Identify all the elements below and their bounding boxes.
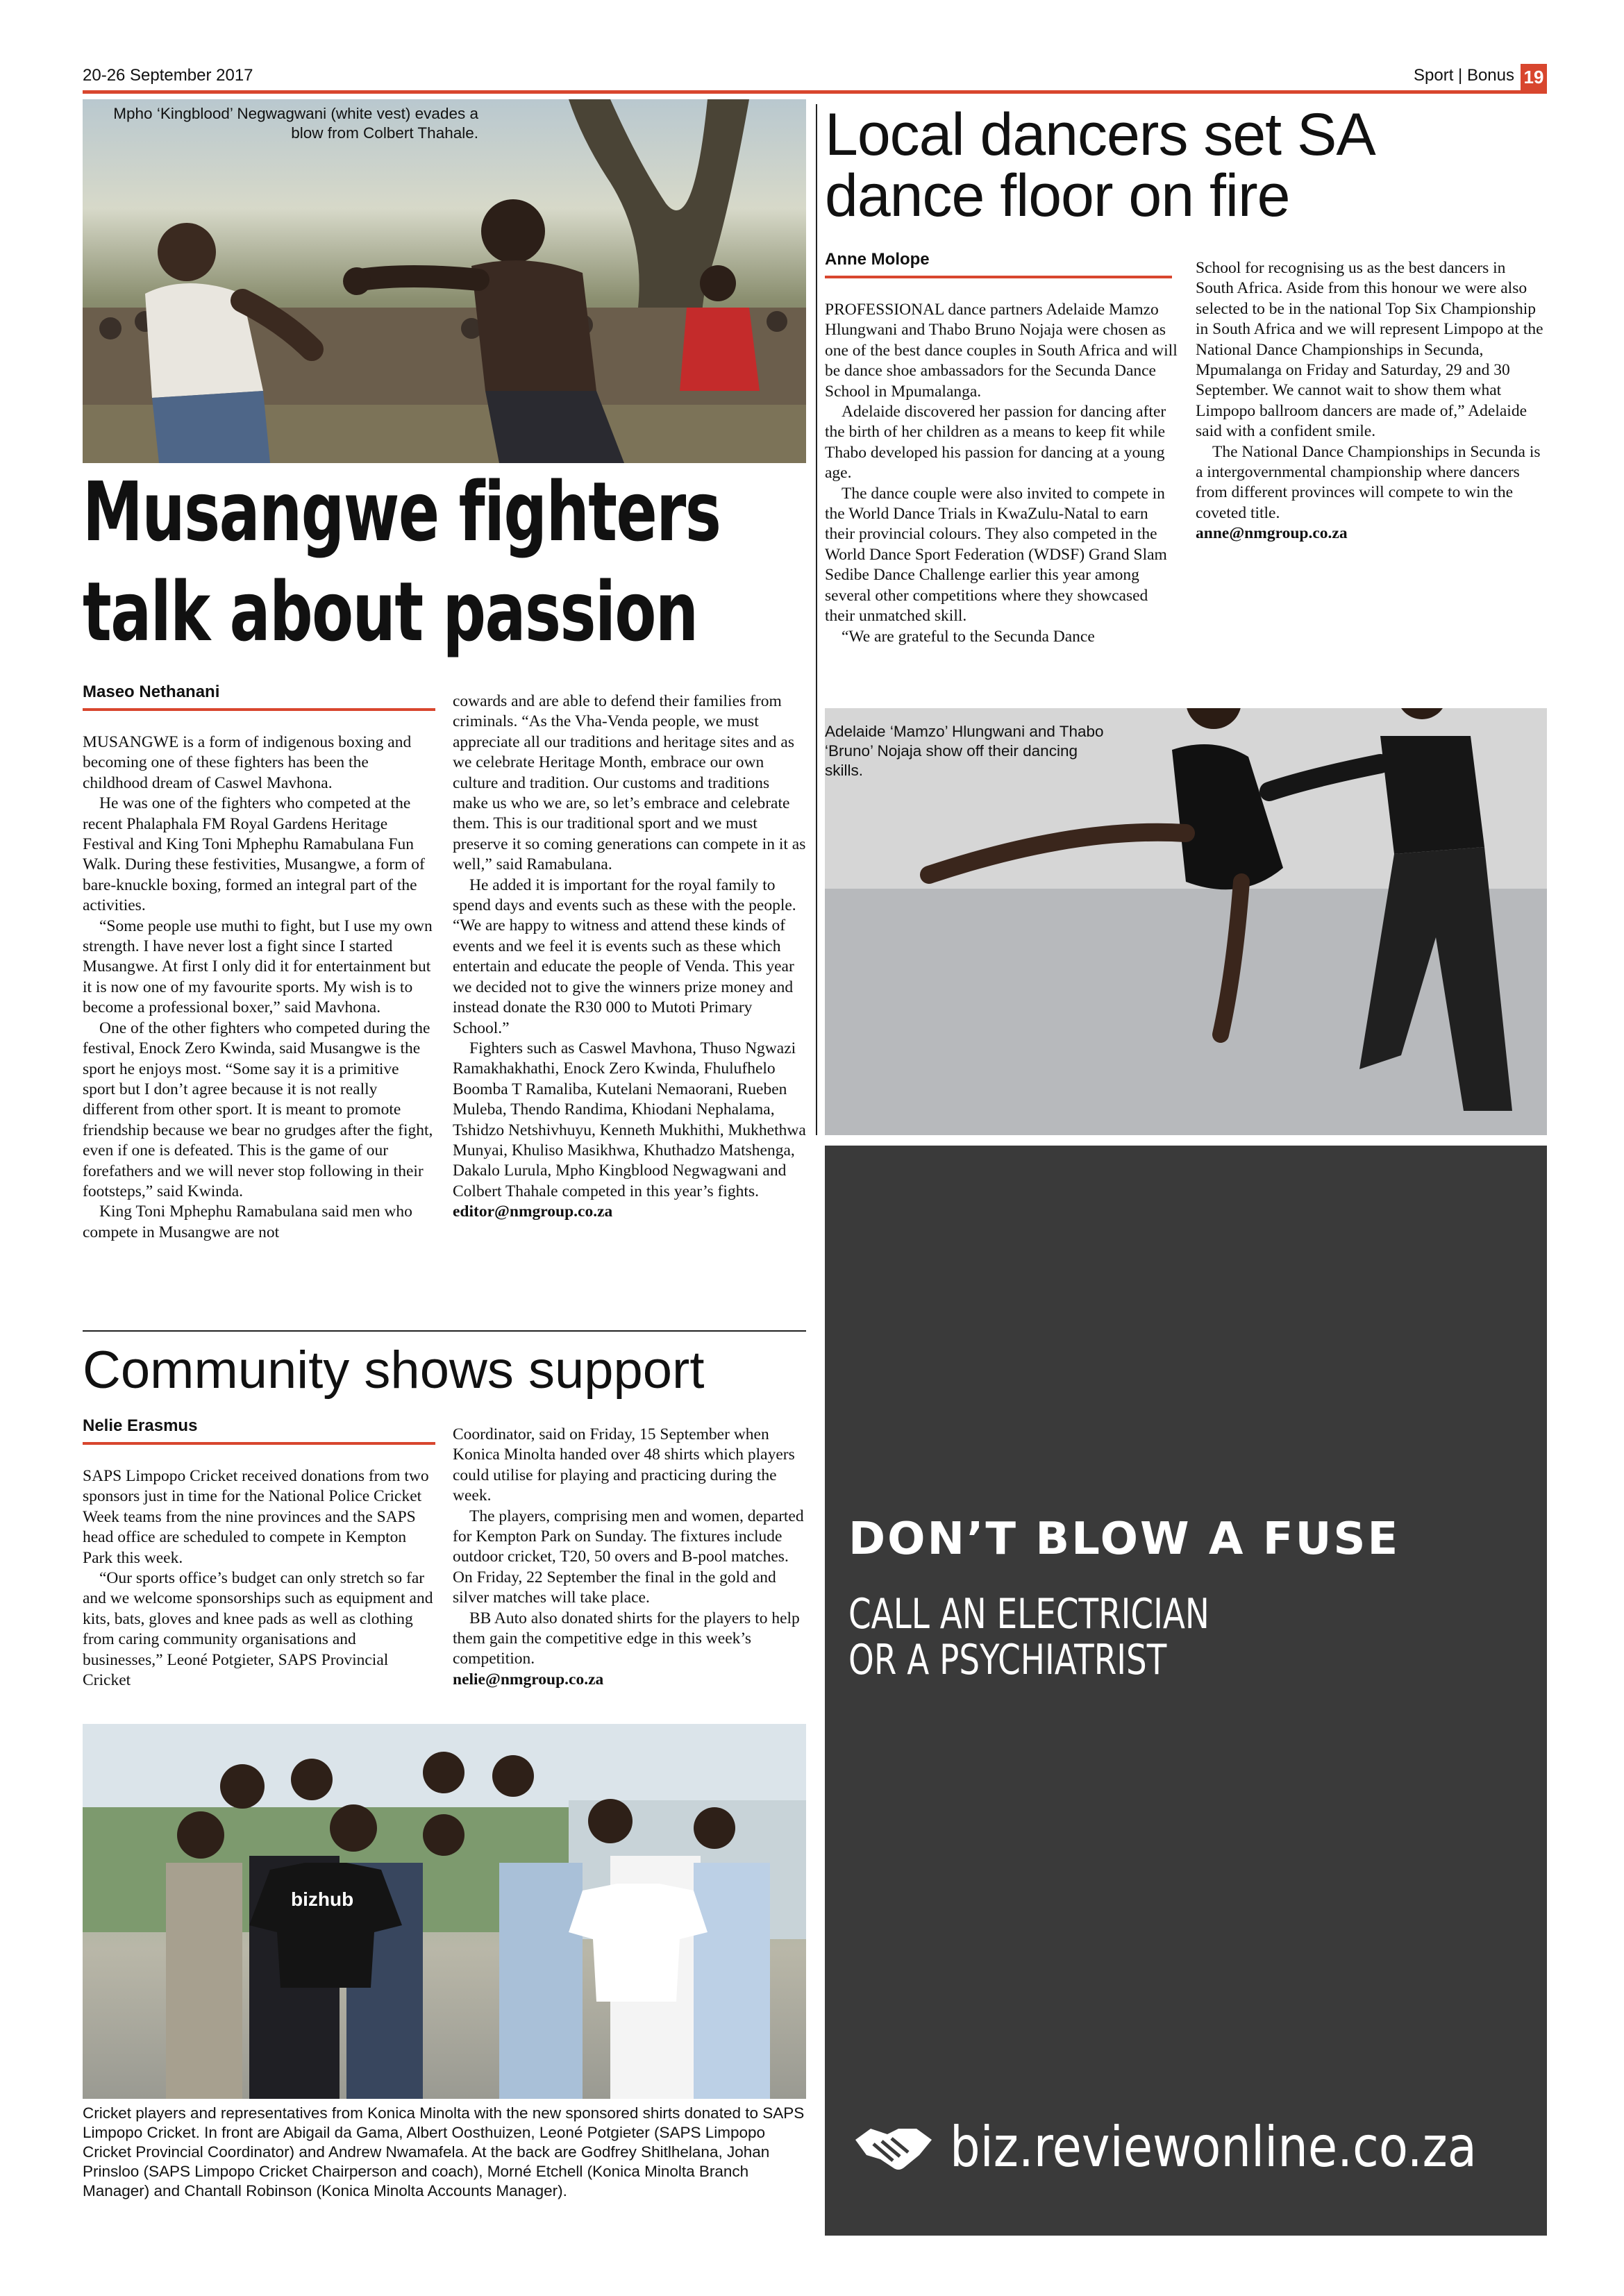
boxing-headline bbox=[83, 462, 721, 662]
dance-headline-line1: Local dancers set SA bbox=[825, 101, 1375, 168]
boxing-byline: Maseo Nethanani bbox=[83, 682, 220, 701]
header-rule bbox=[83, 90, 1547, 94]
issue-date: 20-26 September 2017 bbox=[83, 66, 253, 85]
cricket-scene-illustration bbox=[83, 1724, 806, 2099]
boxing-scene-illustration bbox=[83, 99, 806, 463]
boxing-byline-rule bbox=[83, 708, 435, 711]
boxing-col1-paragraph: “Some people use muthi to fight, but I use my own strength. I have never lost a fight since I started Musangwe. At first I only did it for entertainment but it is now one of my favourite sports. My wish is to become a professional boxer,” said Mavhona. bbox=[83, 916, 433, 1017]
dance-headline bbox=[825, 101, 1547, 229]
dance-col2-paragraph: The National Dance Championships in Secunda is a intergovernmental championship where dancers from different provinces will compete to win the coveted title. bbox=[1196, 442, 1541, 522]
section-divider bbox=[83, 1330, 806, 1332]
community-email[interactable]: nelie@nmgroup.co.za bbox=[453, 1670, 604, 1689]
advert-subline-2: OR A PSYCHIATRIST bbox=[848, 1636, 1167, 1684]
boxing-col1-paragraph: King Toni Mphephu Ramabulana said men who compete in Musangwe are not bbox=[83, 1203, 412, 1241]
boxing-headline-line1: Musangwe fighters bbox=[83, 464, 721, 560]
dance-col2-paragraph: School for recognising us as the best dancers in South Africa. Aside from this honour we were also selected to be in the national Top Six Championship in South Africa and we will represent Limpopo at the National Dance Championships in Secunda, Mpumalanga on Friday and Saturday, 29 and 30 September. We cannot wait to show them what Limpopo ballroom dancers are made of,” Adelaide said with a confident smile. bbox=[1196, 259, 1543, 441]
advert-subline-1: CALL AN ELECTRICIAN bbox=[848, 1590, 1209, 1639]
boxing-photo-caption: Mpho ‘Kingblood’ Negwagwani (white vest) evades a blow from Colbert Thahale. bbox=[113, 105, 478, 142]
boxing-headline-line2: talk about passion bbox=[83, 564, 698, 660]
dance-col1-paragraph: “We are grateful to the Secunda Dance bbox=[842, 627, 1095, 646]
boxing-col1-paragraph: MUSANGWE is a form of indigenous boxing and becoming one of these fighters has been the childhood dream of Caswel Mavhona. bbox=[83, 733, 412, 792]
handshake-icon bbox=[853, 2119, 935, 2175]
dance-byline: Anne Molope bbox=[825, 250, 930, 269]
boxing-col2-paragraph: Fighters such as Caswel Mavhona, Thuso Ngwazi Ramakhakhathi, Enock Zero Kwinda, Fhulufhelo Boomba T Ramaliba, Kutelani Nemaorani, Rueben Muleba, Thendo Randima, Khiodani Nephalama, Tshidzo Netshivhuyu, Kenneth Mukhithi, Mukhethwa Munyai, Khuliso Masikhwa, Khuthadzo Matshenga, Dakalo Lurula, Mpho Kingblood Negwagwani and Colbert Thahale competed in this year’s fights. bbox=[453, 1039, 806, 1200]
community-col2-paragraph: Coordinator, said on Friday, 15 September when Konica Minolta handed over 48 shirts which players could utilise for playing and practicing during the week. bbox=[453, 1425, 795, 1505]
page-number-badge: 19 bbox=[1521, 64, 1547, 90]
dance-byline-rule bbox=[825, 276, 1172, 278]
dance-col1-paragraph: The dance couple were also invited to compete in the World Dance Trials in KwaZulu-Natal to earn their provincial colours. They also competed in the World Dance Sport Federation (WDSF) Grand Slam Sedibe Dance Challenge earlier this year among several other competitions where they showcased their unmatched skill. bbox=[825, 484, 1167, 626]
community-byline: Nelie Erasmus bbox=[83, 1416, 198, 1435]
boxing-col1-paragraph: One of the other fighters who competed during the festival, Enock Zero Kwinda, said Musangwe is the sport he enjoys most. “Some say it is a primitive sport but I don’t agree because it is not really different from other sport. It is meant to promote friendship because we bear no grudges after the fight, even if one is defeated. This is the game of our forefathers and we will never stop following in their footsteps,” said Kwinda. bbox=[83, 1019, 433, 1200]
advert-url[interactable]: biz.reviewonline.co.za bbox=[950, 2115, 1477, 2179]
community-headline: Community shows support bbox=[83, 1341, 705, 1400]
community-col1-paragraph: SAPS Limpopo Cricket received donations from two sponsors just in time for the National Police Cricket Week teams from the nine provinces and the SAPS head office are scheduled to compete in Kempton Park this week. bbox=[83, 1467, 429, 1567]
community-col1-paragraph: “Our sports office’s budget can only stretch so far and we welcome sponsorships such as equipment and kits, bats, gloves and knee pads as well as clothing from caring community organisations and businesses,” Leoné Potgieter, SAPS Provincial Cricket bbox=[83, 1569, 433, 1690]
advert-headline: DON’T BLOW A FUSE bbox=[848, 1514, 1400, 1565]
boxing-col2-paragraph: cowards and are able to defend their families from criminals. “As the Vha-Venda people, we must appreciate all our traditions and heritage sites and as we celebrate Heritage Month, embrace our own culture and tradition. Our customs and traditions make us who we are, so let’s embrace and celebrate them. This is our traditional sport and we must preserve it so coming generations can compete in it as well,” said Ramabulana. bbox=[453, 692, 806, 874]
community-byline-rule bbox=[83, 1442, 435, 1445]
dance-photo-caption: Adelaide ‘Mamzo’ Hlungwani and Thabo ‘Bruno’ Nojaja show off their dancing skills. bbox=[825, 723, 1104, 779]
community-col2-paragraph: BB Auto also donated shirts for the players to help them gain the competitive edge in this week’s competition. bbox=[453, 1609, 800, 1668]
community-column-1 bbox=[83, 1466, 435, 1691]
community-col2-paragraph: The players, comprising men and women, departed for Kempton Park on Sunday. The fixtures include outdoor cricket, T20, 50 overs and B-pool matches. On Friday, 22 September the final in the gold and silver matches will take place. bbox=[453, 1507, 804, 1607]
cricket-photo bbox=[83, 1724, 806, 2099]
dance-email[interactable]: anne@nmgroup.co.za bbox=[1196, 524, 1348, 543]
boxing-col1-paragraph: He was one of the fighters who competed at the recent Phalaphala FM Royal Gardens Heritage Festival and King Toni Mphephu Ramabulana Fun Walk. During these festivities, Musangwe, a form of bare-knuckle boxing, formed an integral part of the activities. bbox=[83, 794, 425, 915]
shirt-logo-text: bizhub bbox=[291, 1888, 354, 1910]
dance-col1-paragraph: Adelaide discovered her passion for dancing after the birth of her children as a means to keep fit while Thabo developed his passion for dancing at a young age. bbox=[825, 403, 1166, 483]
boxing-col2-paragraph: He added it is important for the royal family to spend days and events such as these with the people. “We are happy to witness and attend these kinds of events and we feel it is events such as these which entertain and educate the people of Venda. This year we decided not to give the winners prize money and instead donate the R30 000 to Mutoti Primary School.” bbox=[453, 875, 796, 1037]
dance-col1-paragraph: PROFESSIONAL dance partners Adelaide Mamzo Hlungwani and Thabo Bruno Nojaja were chosen as one of the best dance couples in South Africa and will be dance shoe ambassadors for the Secunda Dance School in Mpumalanga. bbox=[825, 301, 1178, 401]
boxing-photo bbox=[83, 99, 806, 463]
dance-headline-line2: dance floor on fire bbox=[825, 162, 1290, 229]
community-column-2 bbox=[453, 1425, 806, 1690]
advert-panel[interactable] bbox=[825, 1146, 1547, 2236]
column-divider bbox=[816, 104, 817, 1135]
cricket-photo-caption: Cricket players and representatives from Konica Minolta with the new sponsored shirts donated to SAPS Limpopo Cricket. In front are Abigail da Gama, Albert Oosthuizen, Leoné Potgieter (SAPS Limpopo Cricket Provincial Coordinator) and Andrew Nwamafela. At the back are Godfrey Shitlhelana, Johan Prinsloo (SAPS Limpopo Cricket Chairperson and coach), Morné Etchell (Konica Minolta Branch Manager) and Chantall Robinson (Konica Minolta Accounts Manager). bbox=[83, 2104, 805, 2199]
dance-column-2 bbox=[1196, 258, 1547, 544]
dance-column-1 bbox=[825, 300, 1179, 647]
boxing-column-2 bbox=[453, 692, 806, 1223]
boxing-column-1 bbox=[83, 732, 435, 1243]
boxing-email[interactable]: editor@nmgroup.co.za bbox=[453, 1203, 613, 1221]
section-label: Sport | Bonus bbox=[1414, 66, 1514, 85]
advert-subline bbox=[848, 1591, 1209, 1683]
